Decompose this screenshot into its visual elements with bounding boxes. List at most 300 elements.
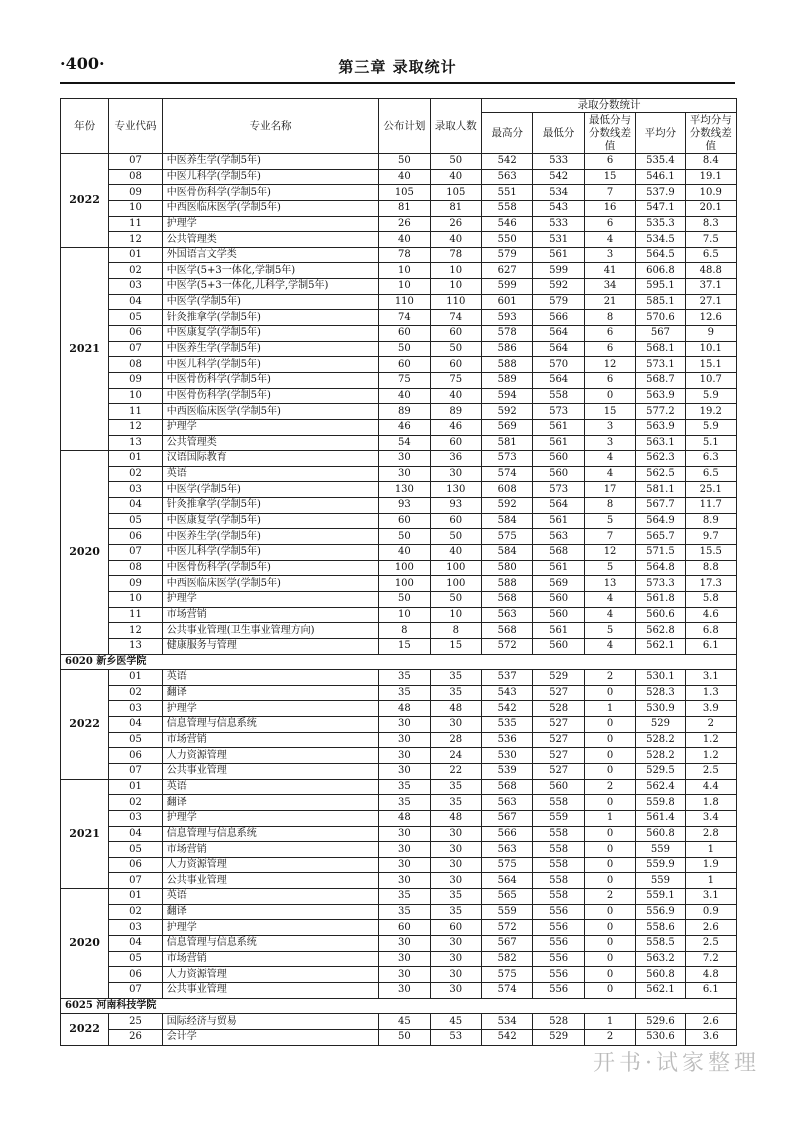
min-diff-cell: 0 xyxy=(584,951,635,967)
avg-diff-cell: 15.1 xyxy=(685,357,736,373)
plan-cell: 100 xyxy=(379,576,430,592)
major-name-cell: 中医养生学(学制5年) xyxy=(162,529,378,545)
major-name-cell: 英语 xyxy=(162,779,378,795)
admitted-cell: 50 xyxy=(430,341,481,357)
avg-score-cell: 529 xyxy=(636,717,685,733)
avg-score-cell: 529.5 xyxy=(636,763,685,779)
max-score-cell: 543 xyxy=(482,685,533,701)
min-score-cell: 542 xyxy=(533,169,584,185)
admitted-cell: 8 xyxy=(430,623,481,639)
avg-diff-cell: 8.3 xyxy=(685,216,736,232)
avg-diff-cell: 20.1 xyxy=(685,200,736,216)
major-name-cell: 信息管理与信息系统 xyxy=(162,717,378,733)
code-cell: 08 xyxy=(109,357,163,373)
table-row xyxy=(61,419,737,435)
min-diff-cell: 0 xyxy=(584,763,635,779)
avg-score-cell: 535.4 xyxy=(636,154,685,170)
max-score-cell: 582 xyxy=(482,951,533,967)
table-row xyxy=(61,826,737,842)
min-score-cell: 528 xyxy=(533,1014,584,1030)
min-score-cell: 556 xyxy=(533,904,584,920)
table-row xyxy=(61,857,737,873)
min-diff-cell: 0 xyxy=(584,748,635,764)
avg-score-cell: 537.9 xyxy=(636,185,685,201)
admitted-cell: 35 xyxy=(430,670,481,686)
table-row xyxy=(61,982,737,998)
min-diff-cell: 1 xyxy=(584,701,635,717)
plan-cell: 30 xyxy=(379,748,430,764)
avg-score-cell: 530.9 xyxy=(636,701,685,717)
max-score-cell: 581 xyxy=(482,435,533,451)
min-diff-cell: 0 xyxy=(584,920,635,936)
major-name-cell: 英语 xyxy=(162,889,378,905)
code-cell: 06 xyxy=(109,857,163,873)
avg-diff-cell: 27.1 xyxy=(685,294,736,310)
admitted-cell: 30 xyxy=(430,717,481,733)
avg-score-cell: 562.4 xyxy=(636,779,685,795)
min-diff-cell: 7 xyxy=(584,185,635,201)
col-header-avg-diff: 平均分与分数线差值 xyxy=(685,113,736,154)
code-cell: 10 xyxy=(109,591,163,607)
min-diff-cell: 2 xyxy=(584,1029,635,1045)
admitted-cell: 100 xyxy=(430,560,481,576)
min-diff-cell: 0 xyxy=(584,826,635,842)
min-score-cell: 569 xyxy=(533,576,584,592)
avg-score-cell: 560.8 xyxy=(636,967,685,983)
max-score-cell: 558 xyxy=(482,200,533,216)
avg-diff-cell: 19.2 xyxy=(685,404,736,420)
admission-statistics-table xyxy=(60,98,737,1046)
admitted-cell: 28 xyxy=(430,732,481,748)
admitted-cell: 53 xyxy=(430,1029,481,1045)
avg-diff-cell: 3.9 xyxy=(685,701,736,717)
major-name-cell: 公共管理类 xyxy=(162,232,378,248)
admitted-cell: 30 xyxy=(430,466,481,482)
code-cell: 07 xyxy=(109,341,163,357)
avg-diff-cell: 8.8 xyxy=(685,560,736,576)
max-score-cell: 584 xyxy=(482,545,533,561)
min-diff-cell: 4 xyxy=(584,638,635,654)
major-name-cell: 公共管理类 xyxy=(162,435,378,451)
min-score-cell: 527 xyxy=(533,685,584,701)
code-cell: 10 xyxy=(109,388,163,404)
avg-score-cell: 561.8 xyxy=(636,591,685,607)
admitted-cell: 46 xyxy=(430,419,481,435)
table-row xyxy=(61,216,737,232)
admitted-cell: 35 xyxy=(430,795,481,811)
avg-diff-cell: 9.7 xyxy=(685,529,736,545)
admitted-cell: 40 xyxy=(430,232,481,248)
admitted-cell: 78 xyxy=(430,247,481,263)
min-score-cell: 556 xyxy=(533,920,584,936)
avg-diff-cell: 4.4 xyxy=(685,779,736,795)
avg-score-cell: 595.1 xyxy=(636,279,685,295)
major-name-cell: 市场营销 xyxy=(162,951,378,967)
table-row xyxy=(61,904,737,920)
min-diff-cell: 1 xyxy=(584,810,635,826)
min-score-cell: 534 xyxy=(533,185,584,201)
admitted-cell: 35 xyxy=(430,889,481,905)
code-cell: 03 xyxy=(109,279,163,295)
max-score-cell: 539 xyxy=(482,763,533,779)
min-diff-cell: 5 xyxy=(584,513,635,529)
school-name: 6020 新乡医学院 xyxy=(61,654,737,670)
admitted-cell: 10 xyxy=(430,263,481,279)
min-score-cell: 559 xyxy=(533,810,584,826)
major-name-cell: 公共事业管理(卫生事业管理方向) xyxy=(162,623,378,639)
major-name-cell: 中医康复学(学制5年) xyxy=(162,513,378,529)
code-cell: 04 xyxy=(109,826,163,842)
min-score-cell: 533 xyxy=(533,154,584,170)
table-row xyxy=(61,591,737,607)
min-score-cell: 558 xyxy=(533,857,584,873)
plan-cell: 35 xyxy=(379,685,430,701)
admitted-cell: 60 xyxy=(430,920,481,936)
min-diff-cell: 0 xyxy=(584,904,635,920)
min-diff-cell: 6 xyxy=(584,372,635,388)
code-cell: 09 xyxy=(109,576,163,592)
plan-cell: 60 xyxy=(379,357,430,373)
admitted-cell: 40 xyxy=(430,388,481,404)
min-diff-cell: 34 xyxy=(584,279,635,295)
admitted-cell: 30 xyxy=(430,951,481,967)
avg-score-cell: 606.8 xyxy=(636,263,685,279)
avg-diff-cell: 8.4 xyxy=(685,154,736,170)
min-diff-cell: 13 xyxy=(584,576,635,592)
table-row xyxy=(61,294,737,310)
max-score-cell: 575 xyxy=(482,857,533,873)
table-row xyxy=(61,341,737,357)
plan-cell: 35 xyxy=(379,670,430,686)
admitted-cell: 30 xyxy=(430,982,481,998)
max-score-cell: 542 xyxy=(482,701,533,717)
max-score-cell: 601 xyxy=(482,294,533,310)
min-diff-cell: 8 xyxy=(584,498,635,514)
code-cell: 06 xyxy=(109,748,163,764)
table-row xyxy=(61,936,737,952)
avg-score-cell: 568.1 xyxy=(636,341,685,357)
min-score-cell: 556 xyxy=(533,982,584,998)
admitted-cell: 50 xyxy=(430,529,481,545)
min-diff-cell: 41 xyxy=(584,263,635,279)
watermark: 开书·试家整理 xyxy=(593,1051,760,1076)
table-row xyxy=(61,810,737,826)
code-cell: 11 xyxy=(109,216,163,232)
max-score-cell: 588 xyxy=(482,357,533,373)
plan-cell: 50 xyxy=(379,529,430,545)
min-diff-cell: 5 xyxy=(584,560,635,576)
admitted-cell: 60 xyxy=(430,326,481,342)
min-score-cell: 527 xyxy=(533,763,584,779)
avg-diff-cell: 1.3 xyxy=(685,685,736,701)
plan-cell: 50 xyxy=(379,591,430,607)
table-row xyxy=(61,779,737,795)
max-score-cell: 546 xyxy=(482,216,533,232)
avg-score-cell: 564.9 xyxy=(636,513,685,529)
plan-cell: 50 xyxy=(379,154,430,170)
min-score-cell: 560 xyxy=(533,466,584,482)
admitted-cell: 24 xyxy=(430,748,481,764)
major-name-cell: 人力资源管理 xyxy=(162,857,378,873)
avg-diff-cell: 1 xyxy=(685,873,736,889)
avg-diff-cell: 5.9 xyxy=(685,419,736,435)
avg-diff-cell: 11.7 xyxy=(685,498,736,514)
code-cell: 04 xyxy=(109,936,163,952)
max-score-cell: 534 xyxy=(482,1014,533,1030)
col-header-min-diff: 最低分与分数线差值 xyxy=(584,113,635,154)
avg-score-cell: 530.1 xyxy=(636,670,685,686)
avg-diff-cell: 1 xyxy=(685,842,736,858)
min-score-cell: 564 xyxy=(533,326,584,342)
min-score-cell: 558 xyxy=(533,842,584,858)
min-score-cell: 533 xyxy=(533,216,584,232)
plan-cell: 46 xyxy=(379,419,430,435)
chapter-title: 第三章 录取统计 xyxy=(338,58,457,76)
table-row xyxy=(61,701,737,717)
max-score-cell: 574 xyxy=(482,466,533,482)
major-name-cell: 中医骨伤科学(学制5年) xyxy=(162,372,378,388)
code-cell: 11 xyxy=(109,607,163,623)
min-score-cell: 527 xyxy=(533,748,584,764)
max-score-cell: 627 xyxy=(482,263,533,279)
avg-diff-cell: 10.7 xyxy=(685,372,736,388)
max-score-cell: 559 xyxy=(482,904,533,920)
avg-score-cell: 559.9 xyxy=(636,857,685,873)
avg-diff-cell: 5.1 xyxy=(685,435,736,451)
school-row xyxy=(61,998,737,1014)
major-name-cell: 翻译 xyxy=(162,904,378,920)
max-score-cell: 575 xyxy=(482,967,533,983)
major-name-cell: 护理学 xyxy=(162,810,378,826)
code-cell: 07 xyxy=(109,763,163,779)
code-cell: 07 xyxy=(109,154,163,170)
avg-score-cell: 581.1 xyxy=(636,482,685,498)
avg-score-cell: 567.7 xyxy=(636,498,685,514)
table-row xyxy=(61,498,737,514)
table-row xyxy=(61,732,737,748)
min-score-cell: 568 xyxy=(533,545,584,561)
avg-diff-cell: 1.9 xyxy=(685,857,736,873)
avg-diff-cell: 0.9 xyxy=(685,904,736,920)
avg-score-cell: 559 xyxy=(636,873,685,889)
code-cell: 06 xyxy=(109,967,163,983)
code-cell: 05 xyxy=(109,513,163,529)
school-row xyxy=(61,654,737,670)
code-cell: 01 xyxy=(109,779,163,795)
major-name-cell: 护理学 xyxy=(162,591,378,607)
max-score-cell: 564 xyxy=(482,873,533,889)
major-name-cell: 中医学(5+3一体化,儿科学,学制5年) xyxy=(162,279,378,295)
avg-score-cell: 529.6 xyxy=(636,1014,685,1030)
avg-score-cell: 535.3 xyxy=(636,216,685,232)
admitted-cell: 110 xyxy=(430,294,481,310)
max-score-cell: 542 xyxy=(482,1029,533,1045)
plan-cell: 75 xyxy=(379,372,430,388)
max-score-cell: 573 xyxy=(482,451,533,467)
admitted-cell: 60 xyxy=(430,435,481,451)
major-name-cell: 中医养生学(学制5年) xyxy=(162,154,378,170)
avg-score-cell: 563.9 xyxy=(636,419,685,435)
plan-cell: 30 xyxy=(379,857,430,873)
table-row xyxy=(61,951,737,967)
min-diff-cell: 2 xyxy=(584,779,635,795)
table-row xyxy=(61,232,737,248)
major-name-cell: 英语 xyxy=(162,670,378,686)
code-cell: 26 xyxy=(109,1029,163,1045)
major-name-cell: 人力资源管理 xyxy=(162,748,378,764)
code-cell: 01 xyxy=(109,451,163,467)
major-name-cell: 外国语言文学类 xyxy=(162,247,378,263)
min-score-cell: 560 xyxy=(533,779,584,795)
max-score-cell: 530 xyxy=(482,748,533,764)
max-score-cell: 569 xyxy=(482,419,533,435)
max-score-cell: 535 xyxy=(482,717,533,733)
code-cell: 07 xyxy=(109,545,163,561)
min-diff-cell: 0 xyxy=(584,936,635,952)
admitted-cell: 89 xyxy=(430,404,481,420)
code-cell: 07 xyxy=(109,873,163,889)
admitted-cell: 48 xyxy=(430,810,481,826)
avg-score-cell: 563.9 xyxy=(636,388,685,404)
max-score-cell: 567 xyxy=(482,936,533,952)
avg-score-cell: 558.5 xyxy=(636,936,685,952)
avg-score-cell: 560.8 xyxy=(636,826,685,842)
min-diff-cell: 0 xyxy=(584,857,635,873)
avg-score-cell: 528.3 xyxy=(636,685,685,701)
avg-score-cell: 562.5 xyxy=(636,466,685,482)
table-row xyxy=(61,169,737,185)
admitted-cell: 22 xyxy=(430,763,481,779)
admitted-cell: 30 xyxy=(430,842,481,858)
max-score-cell: 568 xyxy=(482,779,533,795)
admitted-cell: 60 xyxy=(430,513,481,529)
min-score-cell: 573 xyxy=(533,482,584,498)
avg-diff-cell: 37.1 xyxy=(685,279,736,295)
avg-diff-cell: 2.6 xyxy=(685,1014,736,1030)
major-name-cell: 中医骨伤科学(学制5年) xyxy=(162,185,378,201)
avg-diff-cell: 5.8 xyxy=(685,591,736,607)
min-score-cell: 527 xyxy=(533,732,584,748)
table-row xyxy=(61,513,737,529)
plan-cell: 30 xyxy=(379,826,430,842)
plan-cell: 40 xyxy=(379,545,430,561)
admitted-cell: 60 xyxy=(430,357,481,373)
code-cell: 06 xyxy=(109,326,163,342)
code-cell: 02 xyxy=(109,795,163,811)
year-cell: 2022 xyxy=(61,154,109,248)
table-row xyxy=(61,1014,737,1030)
admitted-cell: 26 xyxy=(430,216,481,232)
plan-cell: 30 xyxy=(379,982,430,998)
col-header-max: 最高分 xyxy=(482,113,533,154)
min-score-cell: 560 xyxy=(533,638,584,654)
plan-cell: 35 xyxy=(379,889,430,905)
code-cell: 13 xyxy=(109,435,163,451)
plan-cell: 81 xyxy=(379,200,430,216)
min-diff-cell: 2 xyxy=(584,670,635,686)
plan-cell: 105 xyxy=(379,185,430,201)
min-score-cell: 529 xyxy=(533,1029,584,1045)
plan-cell: 78 xyxy=(379,247,430,263)
avg-score-cell: 558.6 xyxy=(636,920,685,936)
plan-cell: 10 xyxy=(379,279,430,295)
table-row xyxy=(61,529,737,545)
avg-diff-cell: 4.8 xyxy=(685,967,736,983)
admitted-cell: 10 xyxy=(430,279,481,295)
admitted-cell: 130 xyxy=(430,482,481,498)
code-cell: 03 xyxy=(109,920,163,936)
admitted-cell: 75 xyxy=(430,372,481,388)
major-name-cell: 信息管理与信息系统 xyxy=(162,826,378,842)
major-name-cell: 中医骨伤科学(学制5年) xyxy=(162,560,378,576)
plan-cell: 50 xyxy=(379,341,430,357)
major-name-cell: 中医学(学制5年) xyxy=(162,294,378,310)
table-row xyxy=(61,388,737,404)
col-header-name: 专业名称 xyxy=(162,99,378,154)
plan-cell: 74 xyxy=(379,310,430,326)
code-cell: 03 xyxy=(109,701,163,717)
max-score-cell: 563 xyxy=(482,795,533,811)
code-cell: 02 xyxy=(109,685,163,701)
table-row xyxy=(61,873,737,889)
avg-score-cell: 547.1 xyxy=(636,200,685,216)
plan-cell: 26 xyxy=(379,216,430,232)
min-diff-cell: 21 xyxy=(584,294,635,310)
avg-score-cell: 573.1 xyxy=(636,357,685,373)
avg-diff-cell: 3.6 xyxy=(685,1029,736,1045)
admitted-cell: 30 xyxy=(430,857,481,873)
plan-cell: 30 xyxy=(379,451,430,467)
plan-cell: 10 xyxy=(379,263,430,279)
min-diff-cell: 4 xyxy=(584,607,635,623)
avg-score-cell: 571.5 xyxy=(636,545,685,561)
table-row xyxy=(61,763,737,779)
code-cell: 02 xyxy=(109,904,163,920)
admitted-cell: 93 xyxy=(430,498,481,514)
min-score-cell: 566 xyxy=(533,310,584,326)
min-diff-cell: 6 xyxy=(584,216,635,232)
min-score-cell: 563 xyxy=(533,529,584,545)
min-diff-cell: 6 xyxy=(584,154,635,170)
col-header-year: 年份 xyxy=(61,99,109,154)
code-cell: 05 xyxy=(109,842,163,858)
avg-diff-cell: 4.6 xyxy=(685,607,736,623)
avg-score-cell: 559.8 xyxy=(636,795,685,811)
admitted-cell: 10 xyxy=(430,607,481,623)
max-score-cell: 572 xyxy=(482,920,533,936)
max-score-cell: 563 xyxy=(482,169,533,185)
code-cell: 04 xyxy=(109,717,163,733)
avg-diff-cell: 7.2 xyxy=(685,951,736,967)
avg-score-cell: 530.6 xyxy=(636,1029,685,1045)
year-cell: 2020 xyxy=(61,889,109,998)
school-name: 6025 河南科技学院 xyxy=(61,998,737,1014)
major-name-cell: 市场营销 xyxy=(162,732,378,748)
table-row xyxy=(61,842,737,858)
max-score-cell: 579 xyxy=(482,247,533,263)
table-row xyxy=(61,451,737,467)
min-diff-cell: 8 xyxy=(584,310,635,326)
avg-score-cell: 560.6 xyxy=(636,607,685,623)
major-name-cell: 英语 xyxy=(162,466,378,482)
avg-diff-cell: 2.5 xyxy=(685,936,736,952)
avg-diff-cell: 3.1 xyxy=(685,889,736,905)
major-name-cell: 护理学 xyxy=(162,216,378,232)
min-diff-cell: 0 xyxy=(584,982,635,998)
major-name-cell: 国际经济与贸易 xyxy=(162,1014,378,1030)
major-name-cell: 中医骨伤科学(学制5年) xyxy=(162,388,378,404)
avg-diff-cell: 6.5 xyxy=(685,466,736,482)
